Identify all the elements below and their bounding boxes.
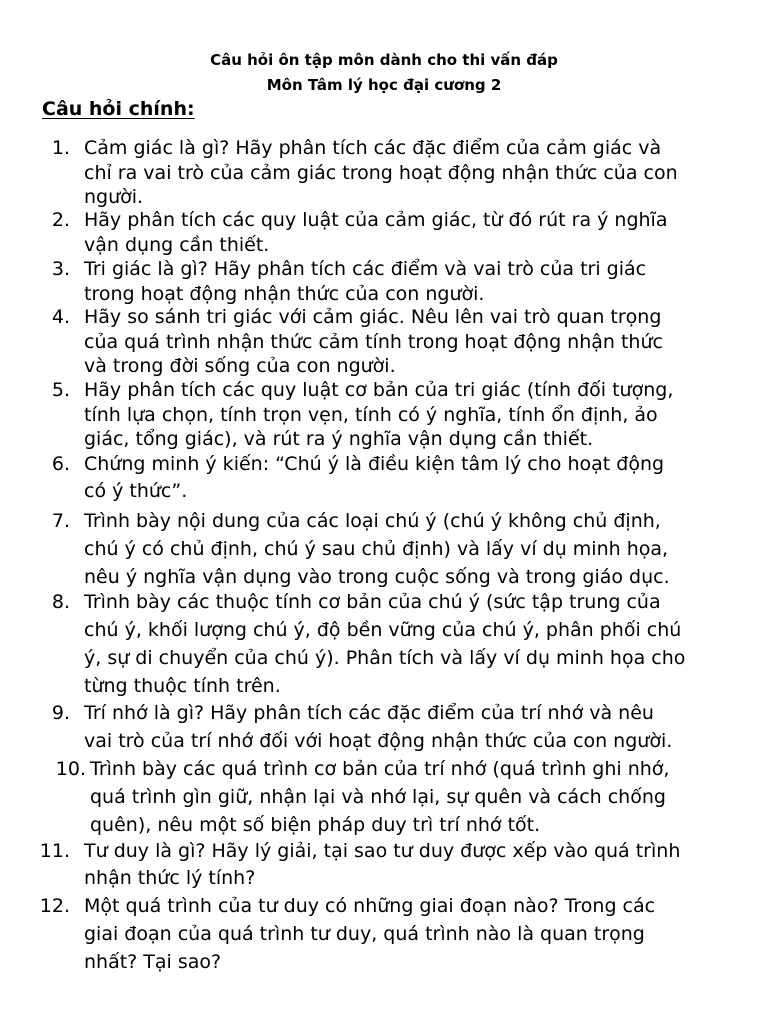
question-text [84,451,744,505]
question-line: giác, tổng giác), và rút ra ý nghĩa vận dụng cần thiết. [84,428,594,450]
question-number: 2. [51,209,70,231]
question-line: quá trình gìn giữ, nhận lại và nhớ lại, sự quên và cách chống [90,786,666,808]
question-line: tính lựa chọn, tính trọn vẹn, tính có ý nghĩa, tính ổn định, ảo [84,403,658,426]
question-line: Trình bày các thuộc tính cơ bản của chú ý (sức tập trung của [84,591,661,613]
question-number: 4. [51,306,70,328]
question-line: chú ý có chủ định, chú ý sau chủ định) và lấy ví dụ minh họa, [84,538,669,560]
question-number: 7. [51,510,70,532]
question-text [84,208,744,257]
question-text [84,257,744,306]
question-line: vai trò của trí nhớ đối với hoạt động nhận thức của con người. [84,730,673,752]
question-text [84,892,744,976]
question-line: quên), nêu một số biện pháp duy trì trí nhớ tốt. [90,814,541,836]
question-line: Trí nhớ là gì? Hãy phân tích các đặc điểm của trí nhớ và nêu [84,702,654,724]
question-line: ý, sự di chuyển của chú ý). Phân tích và lấy ví dụ minh họa cho [84,647,686,669]
question-line: vận dụng cần thiết. [84,233,270,256]
question-number: 3. [51,258,70,280]
section-heading: Câu hỏi chính: [42,98,195,120]
question-line: Trình bày các quá trình cơ bản của trí nhớ (quá trình ghi nhớ, [90,758,670,780]
question-number: 12. [39,895,70,917]
question-text [84,378,744,452]
question-text [90,755,750,839]
question-line: Hãy so sánh tri giác với cảm giác. Nêu lên vai trò quan trọng [84,306,662,328]
document-title-line1: Câu hỏi ôn tập môn dành cho thi vấn đáp [210,51,558,69]
question-line: trong hoạt động nhận thức của con người. [84,282,485,305]
question-number: 9. [51,702,70,724]
question-line: Hãy phân tích các quy luật cơ bản của tri giác (tính đối tượng, [84,379,674,401]
question-number: 6. [51,453,70,475]
question-line: của quá trình nhận thức cảm tính trong hoạt động nhận thức [84,330,663,353]
question-line: Chứng minh ý kiến: “Chú ý là điều kiện tâm lý cho hoạt động [84,453,665,475]
question-line: Hãy phân tích các quy luật của cảm giác, từ đó rút ra ý nghĩa [84,209,668,231]
question-text [84,838,744,892]
question-line: Trình bày nội dung của các loại chú ý (chú ý không chủ định, [84,510,661,532]
question-line: Cảm giác là gì? Hãy phân tích các đặc điểm của cảm giác và [84,137,662,159]
question-line: chỉ ra vai trò của cảm giác trong hoạt động nhận thức của con [84,161,678,184]
question-line: nêu ý nghĩa vận dụng vào trong cuộc sống và trong giáo dục. [84,566,670,588]
question-number: 11. [39,840,70,862]
question-text [84,699,744,755]
question-text [84,588,744,700]
question-line: chú ý, khối lượng chú ý, độ bền vững của chú ý, phân phối chú [84,619,682,641]
question-line: giai đoạn của quá trình tư duy, quá trình nào là quan trọng [84,923,645,945]
document-title-line2: Môn Tâm lý học đại cương 2 [266,76,502,94]
question-line: người. [84,186,144,208]
question-line: nhận thức lý tính? [84,867,256,889]
question-number: 5. [51,379,70,401]
question-line: Một quá trình của tư duy có những giai đoạn nào? Trong các [84,895,656,917]
question-number: 10. [55,758,86,780]
question-line: Tư duy là gì? Hãy lý giải, tại sao tư duy được xếp vào quá trình [84,840,681,862]
question-text [84,136,744,210]
question-text [84,305,744,379]
question-line: Tri giác là gì? Hãy phân tích các điểm và vai trò của tri giác [84,258,647,280]
question-number: 1. [51,137,70,159]
question-line: nhất? Tại sao? [84,951,222,973]
question-number: 8. [51,591,70,613]
question-line: và trong đời sống của con người. [84,355,396,377]
question-text [84,507,744,591]
question-line: từng thuộc tính trên. [84,675,281,697]
question-line: có ý thức”. [84,480,188,502]
